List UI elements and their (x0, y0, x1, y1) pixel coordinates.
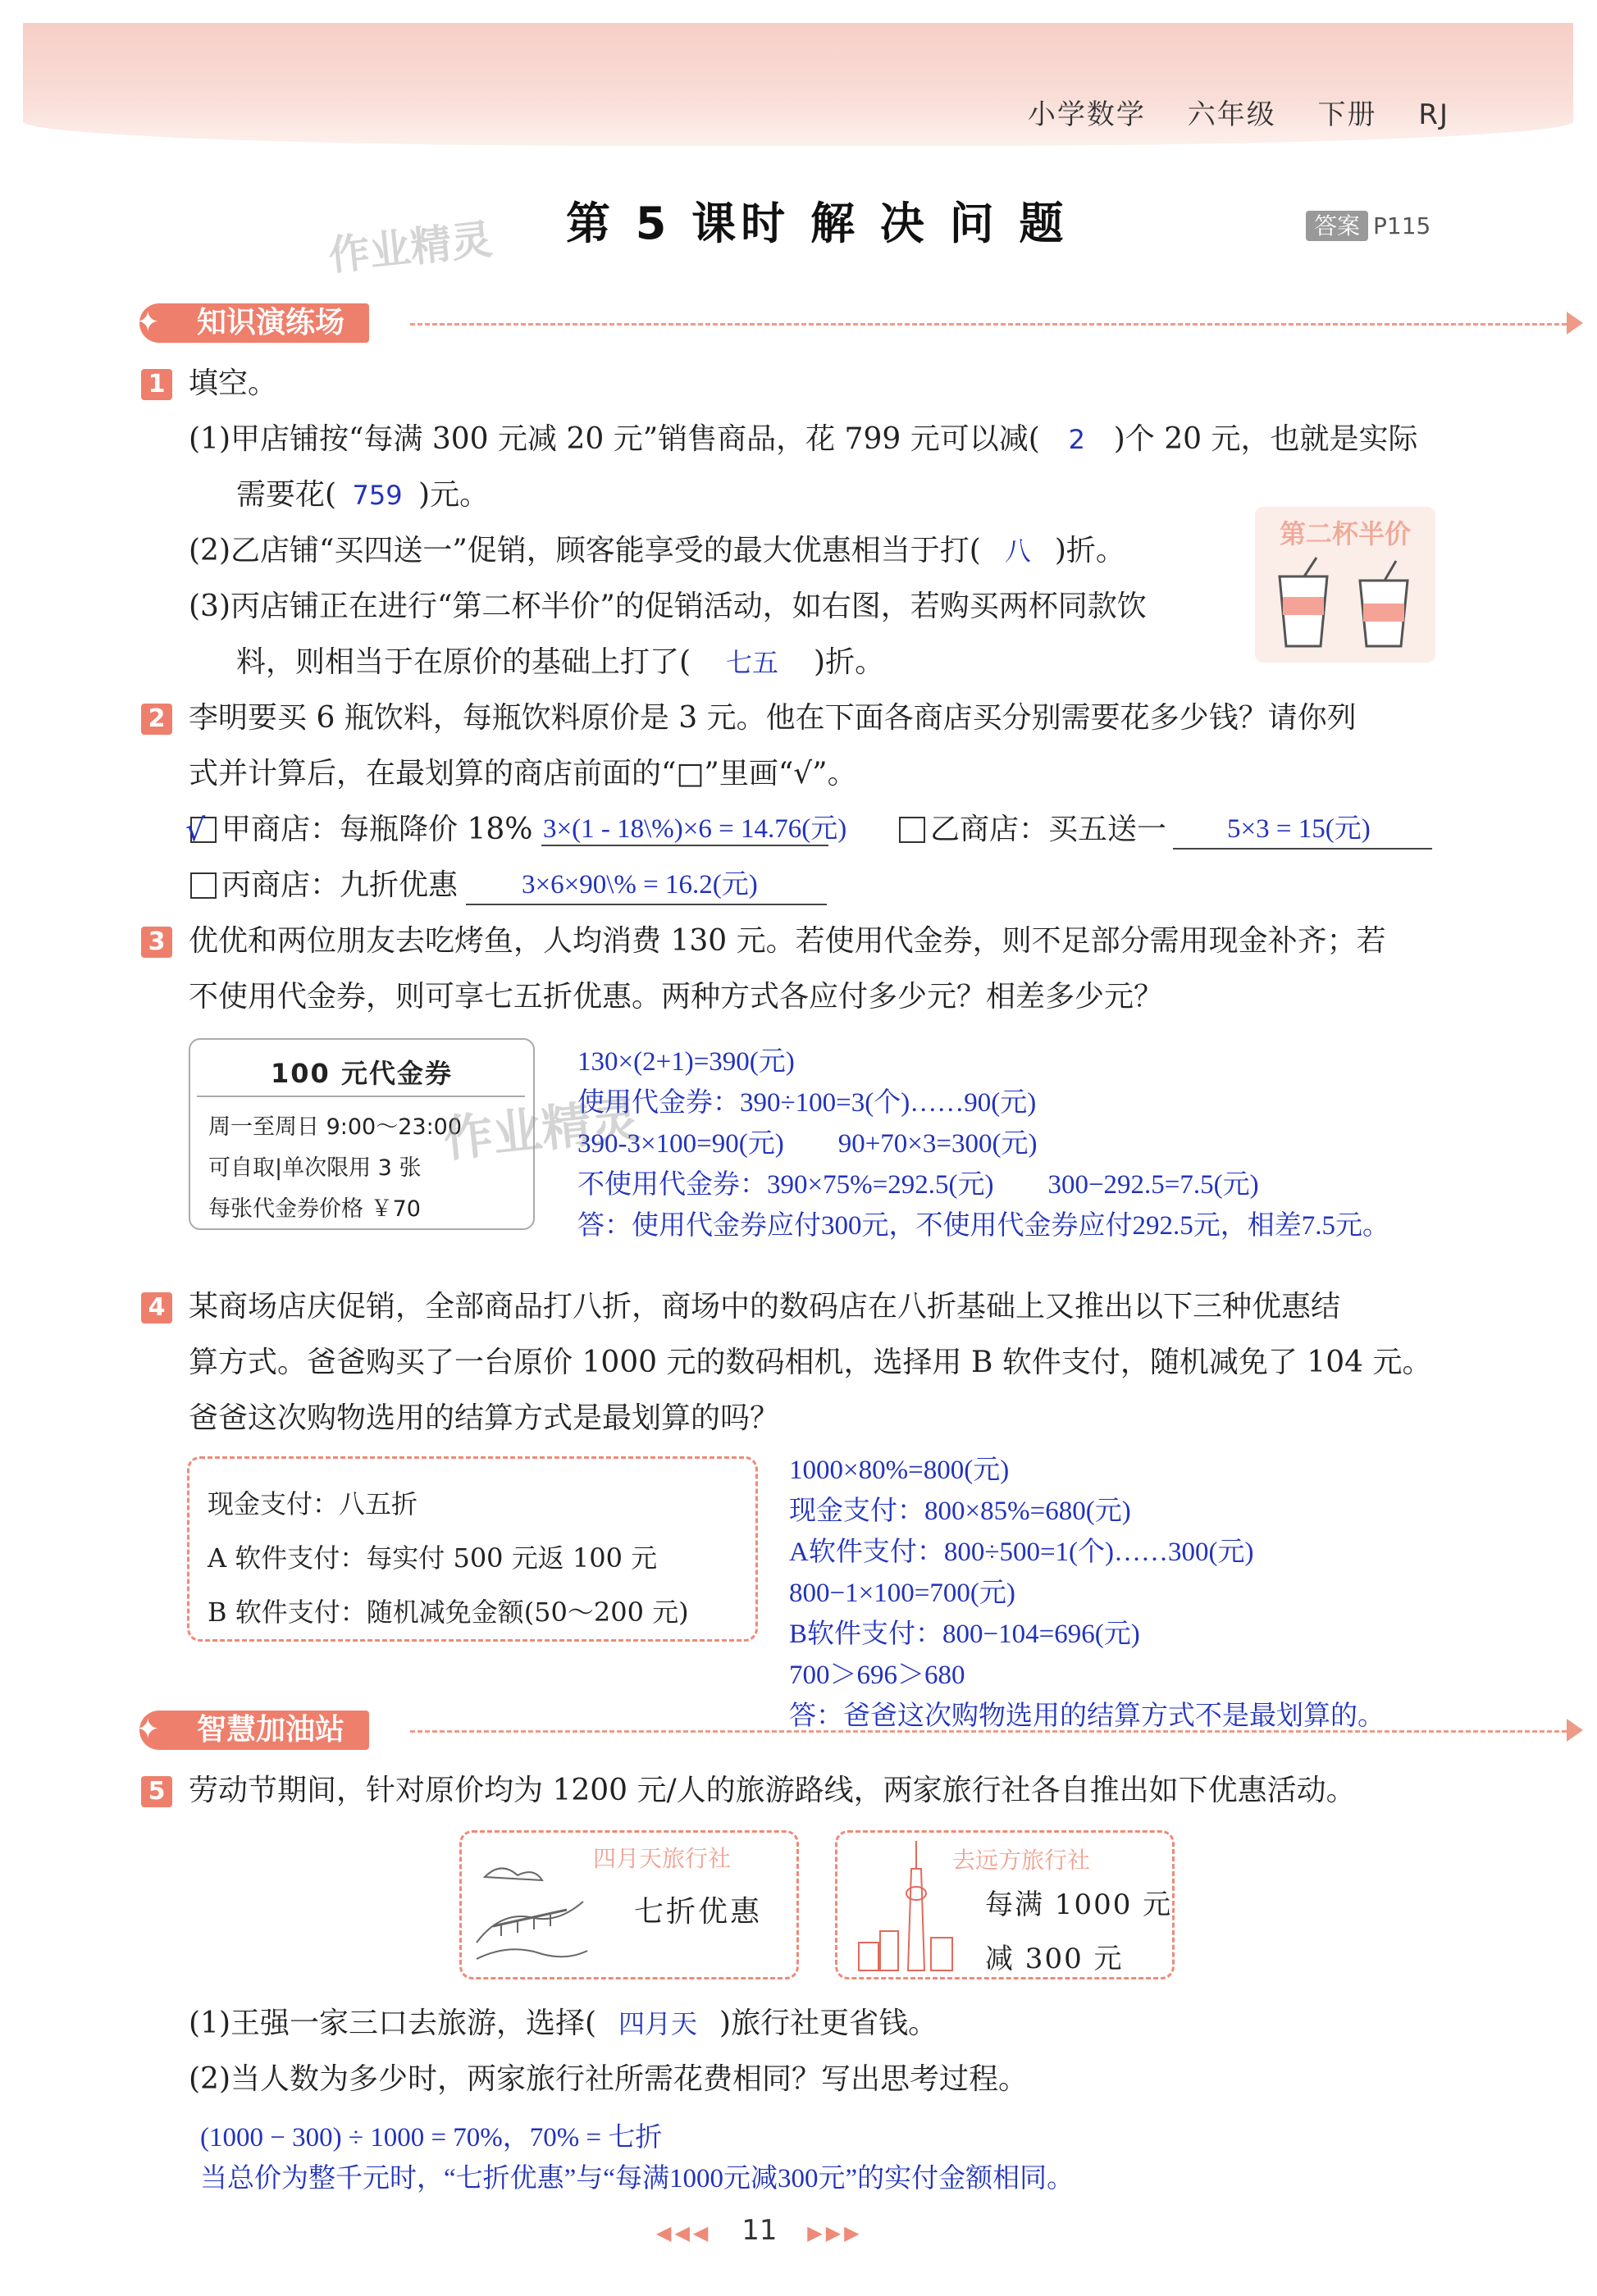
section-divider (410, 323, 1567, 326)
q4-answer-line5: B软件支付：800−104=696(元) (789, 1620, 1140, 1649)
agency-b-offer-line2: 减 300 元 (985, 1943, 1124, 1975)
store-b-answer-line (1173, 848, 1432, 850)
q3-answer-line2: 使用代金券：390÷100=3(个)……90(元) (577, 1088, 1037, 1118)
q4-stem-line3: 爸爸这次购物选用的结算方式是最划算的吗？ (189, 1401, 780, 1435)
q1-p2-text-a: (2)乙店铺“买四送一”促销，顾客能享受的最大优惠相当于打( (189, 534, 981, 567)
store-b-answer: 5×3 = 15(元) (1227, 814, 1371, 844)
section-header-challenge (139, 1711, 1452, 1752)
page-number: 11 (741, 2214, 778, 2247)
star-icon: ✦ (136, 306, 160, 339)
q3-answer-line3: 390-3×100=90(元) 90+70×3=300(元) (577, 1129, 1038, 1159)
section-arrow-icon (1567, 312, 1583, 335)
q4-answer-line7: 答：爸爸这次购物选用的结算方式不是最划算的。 (789, 1702, 1385, 1731)
agency-a-name: 四月天旅行社 (593, 1845, 732, 1872)
q1-part2 (189, 533, 1125, 569)
next-arrows-icon: ▶▶▶ (807, 2221, 863, 2244)
q4-stem-line2: 算方式。爸爸购买了一台原价 1000 元的数码相机，选择用 B 软件支付，随机减免了 104 元。 (189, 1346, 1432, 1379)
promo-image (1255, 507, 1435, 663)
watermark: 作业精灵 (326, 215, 495, 280)
page-footer (656, 2214, 863, 2247)
q3-stem-line2: 不使用代金券，则可享七五折优惠。两种方式各应付多少元？相差多少元？ (189, 980, 1164, 1014)
q5-p1-text-a: (1)王强一家三口去旅游，选择( (189, 2007, 597, 2040)
q1-part3-line1: (3)丙店铺正在进行“第二杯半价”的促销活动，如右图，若购买两杯同款饮 (189, 590, 1147, 623)
q1-p3-answer: 七五 (726, 647, 779, 678)
section-title-practice: 知识演练场 (139, 303, 369, 343)
q1-part1-line1 (189, 421, 1418, 458)
answer-page: P115 (1373, 212, 1431, 239)
q1-p1-answer1: 2 (1068, 424, 1085, 455)
section-title-challenge: 智慧加油站 (139, 1711, 369, 1750)
agency-b-name: 去远方旅行社 (952, 1847, 1091, 1874)
agency-a-offer: 七折优惠 (634, 1895, 763, 1929)
q3-answer-line1: 130×(2+1)=390(元) (577, 1047, 795, 1077)
q3-stem-line1: 优优和两位朋友去吃烤鱼，人均消费 130 元。若使用代金券，则不足部分需用现金补齐；若 (189, 924, 1386, 958)
agency-a-card (459, 1830, 799, 1979)
section-divider (410, 1730, 1567, 1733)
q1-p3-text-b: )折。 (814, 645, 885, 679)
watermark: 作业精灵 (440, 1091, 643, 1169)
q5-part1 (189, 2006, 938, 2042)
q1-p2-answer: 八 (1004, 535, 1031, 567)
header-edition: RJ (1418, 98, 1449, 131)
q4-answer-line3: A软件支付：800÷500=1(个)……300(元) (789, 1538, 1254, 1567)
store-c-label: 丙商店：九折优惠 (221, 868, 459, 902)
question-number: 1 (141, 369, 172, 400)
q5-answer-line1: (1000 − 300) ÷ 1000 = 70%，70% = 七折 (200, 2123, 663, 2152)
voucher-line3: 每张代金券价格 ￥70 (208, 1196, 421, 1222)
store-a-label: 甲商店：每瓶降价 18% (221, 813, 533, 846)
header-meta (997, 92, 1449, 132)
q5-part2: (2)当人数为多少时，两家旅行社所需花费相同？写出思考过程。 (189, 2062, 1028, 2096)
q4-answer-line4: 800−1×100=700(元) (789, 1578, 1015, 1608)
q4-answer-line1: 1000×80%=800(元) (789, 1456, 1010, 1485)
q1-stem: 填空。 (189, 367, 278, 400)
q5-answer-line2: 当总价为整千元时，“七折优惠”与“每满1000元减300元”的实付金额相同。 (200, 2164, 1075, 2194)
payment-option-a: A 软件支付：每实付 500 元返 100 元 (208, 1542, 658, 1574)
question-number: 5 (141, 1776, 172, 1807)
q5-p1-answer: 四月天 (618, 2008, 698, 2039)
q1-p3-text-a: 料，则相当于在原价的基础上打了( (236, 645, 691, 679)
voucher-line1: 周一至周日 9:00～23:00 (208, 1114, 463, 1140)
agency-b-offer-line1: 每满 1000 元 (985, 1888, 1173, 1921)
section-arrow-icon (1567, 1719, 1583, 1742)
section-header-practice (139, 303, 1452, 344)
prev-arrows-icon: ◀◀◀ (656, 2221, 712, 2244)
star-icon: ✦ (136, 1713, 160, 1746)
q1-part3-line2 (236, 645, 884, 681)
store-a-answer: 3×(1 - 18\%)×6 = 14.76(元) (543, 814, 847, 844)
q1-p1-text-c: 需要花( (236, 478, 337, 512)
q4-answer-line6: 700＞696＞680 (789, 1660, 965, 1690)
bridge-scenery-icon (468, 1844, 591, 1967)
q1-part1-line2 (236, 477, 489, 513)
q5-p1-text-b: )旅行社更省钱。 (719, 2007, 938, 2040)
tower-skyline-icon (842, 1836, 965, 1975)
header-grade: 六年级 (1187, 98, 1276, 131)
answer-label: 答案 (1306, 211, 1368, 241)
store-c-answer-line (466, 904, 827, 905)
store-c-answer: 3×6×90\% = 16.2(元) (522, 870, 758, 900)
answer-reference (1306, 208, 1430, 241)
check-mark-icon: √ (185, 812, 206, 848)
q1-p1-text-b: )个 20 元，也就是实际 (1113, 422, 1418, 456)
q1-p1-answer2: 759 (352, 480, 403, 511)
promo-title: 第二杯半价 (1279, 518, 1411, 549)
payment-option-cash: 现金支付：八五折 (208, 1488, 418, 1519)
agency-b-card (835, 1830, 1175, 1979)
store-b-checkbox[interactable] (899, 817, 925, 843)
q2-stem-line2: 式并计算后，在最划算的商店前面的“□”里画“√”。 (189, 757, 857, 790)
voucher-title: 100 元代金券 (271, 1058, 453, 1089)
question-number: 4 (141, 1292, 172, 1323)
store-c-checkbox[interactable] (190, 872, 217, 899)
q4-stem-line1: 某商场店庆促销，全部商品打八折，商场中的数码店在八折基础上又推出以下三种优惠结 (189, 1290, 1341, 1323)
store-b-label: 乙商店：买五送一 (930, 813, 1167, 846)
drink-cups-icon (1255, 507, 1435, 663)
question-number: 3 (141, 927, 172, 958)
question-number: 2 (141, 704, 172, 735)
header-volume: 下册 (1317, 98, 1377, 131)
q3-answer-line5: 答：使用代金券应付300元，不使用代金券应付292.5元，相差7.5元。 (577, 1211, 1389, 1241)
payment-options-box (187, 1456, 758, 1642)
payment-option-b: B 软件支付：随机减免金额(50～200 元) (208, 1597, 689, 1628)
q1-p2-text-b: )折。 (1054, 534, 1125, 567)
voucher-line2: 可自取|单次限用 3 张 (208, 1155, 422, 1181)
page-title: 第 5 课时 解 决 问 题 (566, 198, 1069, 249)
q1-p1-text-d: )元。 (418, 478, 490, 512)
q4-answer-line2: 现金支付：800×85%=680(元) (789, 1496, 1131, 1526)
q1-p1-text-a: (1)甲店铺按“每满 300 元减 20 元”销售商品，花 799 元可以减( (189, 422, 1040, 456)
q3-answer-line4: 不使用代金券：390×75%=292.5(元) 300−292.5=7.5(元) (577, 1170, 1259, 1200)
header-subject: 小学数学 (1027, 98, 1146, 131)
q2-stem-line1: 李明要买 6 瓶饮料，每瓶饮料原价是 3 元。他在下面各商店买分别需要花多少钱？请你列 (189, 701, 1357, 735)
q5-stem: 劳动节期间，针对原价均为 1200 元/人的旅游路线，两家旅行社各自推出如下优惠活动。 (189, 1774, 1356, 1807)
